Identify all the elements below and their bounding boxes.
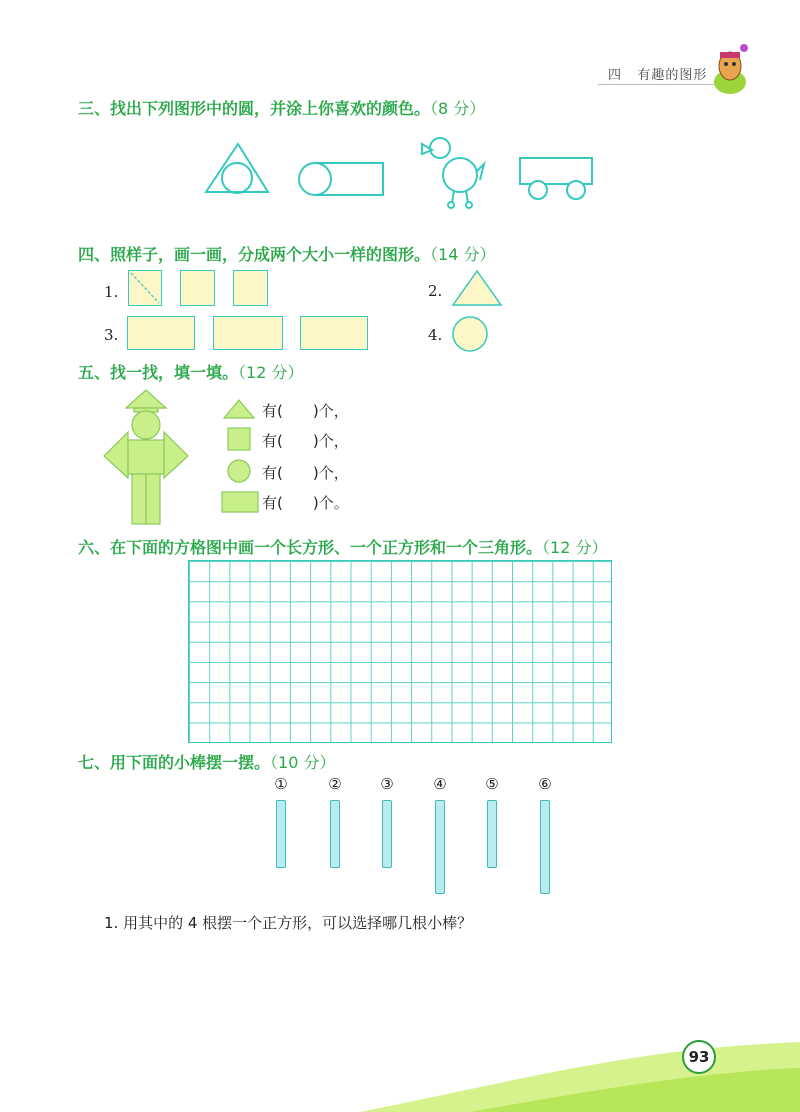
page-number: 93 [682, 1040, 716, 1074]
practice-triangle[interactable] [450, 268, 504, 308]
cart-figure [520, 158, 592, 199]
stick-2[interactable] [330, 800, 340, 868]
chapter-number: 四 [608, 68, 623, 83]
practice-rectangle-2[interactable] [213, 316, 283, 350]
stick-label-3: ③ [380, 775, 394, 793]
rectangle-icon [220, 490, 260, 514]
rectangle-with-circle-figure [299, 163, 383, 195]
square-count: 有( )个， [262, 432, 349, 450]
stick-5[interactable] [487, 800, 497, 868]
question-1: 1. 用其中的 4 根摆一个正方形，可以选择哪几根小棒？ [104, 914, 473, 932]
header-rule [598, 84, 718, 85]
section-3-title: 三、找出下列图形中的圆，并涂上你喜欢的颜色。（8 分） [78, 99, 486, 118]
bird-figure [422, 138, 484, 208]
rectangle-count: 有( )个。 [262, 494, 349, 512]
stick-1[interactable] [276, 800, 286, 868]
stick-3[interactable] [382, 800, 392, 868]
mascot-icon [712, 40, 752, 96]
example-square [128, 270, 162, 306]
stick-label-4: ④ [433, 775, 447, 793]
section-3-figures [200, 128, 610, 212]
stick-label-2: ② [328, 775, 342, 793]
practice-square-1[interactable] [180, 270, 215, 306]
practice-square-2[interactable] [233, 270, 268, 306]
section-6-title: 六、在下面的方格图中画一个长方形、一个正方形和一个三角形。（12 分） [78, 538, 608, 557]
item-number-3: 3. [104, 326, 119, 344]
section-5-title: 五、找一找，填一填。（12 分） [78, 363, 304, 382]
section-7-title: 七、用下面的小棒摆一摆。（10 分） [78, 753, 336, 772]
practice-circle[interactable] [450, 314, 490, 354]
triangle-with-circle-figure [206, 144, 268, 193]
section-4-title: 四、照样子，画一画，分成两个大小一样的图形。（14 分） [78, 245, 496, 264]
chapter-header [608, 64, 707, 83]
item-number-1: 1. [104, 283, 119, 301]
stick-label-5: ⑤ [485, 775, 499, 793]
footer-wave-decoration [0, 1020, 800, 1112]
circle-count: 有( )个， [262, 464, 349, 482]
chapter-title: 有趣的图形 [637, 68, 708, 83]
triangle-icon [222, 398, 256, 420]
square-icon [226, 426, 252, 452]
stick-4[interactable] [435, 800, 445, 894]
triangle-count: 有( )个， [262, 402, 349, 420]
stick-label-1: ① [274, 775, 288, 793]
robot-figure [100, 388, 192, 526]
stick-6[interactable] [540, 800, 550, 894]
drawing-grid[interactable] [188, 560, 612, 743]
item-number-2: 2. [428, 282, 443, 300]
practice-rectangle-1[interactable] [127, 316, 195, 350]
circle-icon [226, 458, 252, 484]
stick-label-6: ⑥ [538, 775, 552, 793]
item-number-4: 4. [428, 326, 443, 344]
practice-rectangle-3[interactable] [300, 316, 368, 350]
